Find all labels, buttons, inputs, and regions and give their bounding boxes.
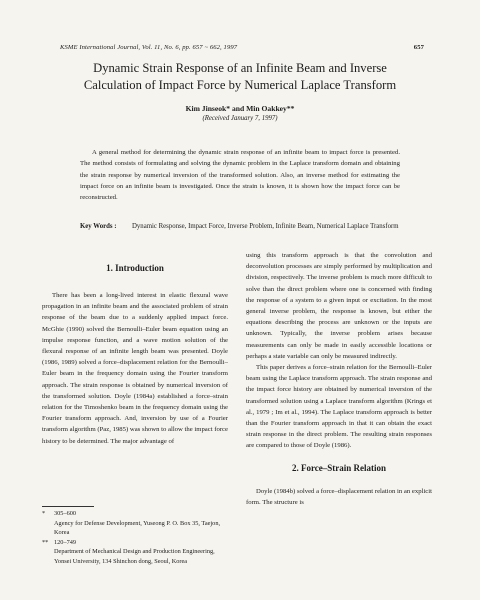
section-heading-force-strain: 2. Force–Strain Relation [291, 462, 387, 473]
authors: Kim Jinseok* and Min Oakkey** [185, 104, 295, 113]
keywords-text: Dynamic Response, Impact Force, Inverse Problem, Infinite Beam, Numerical Laplace Transform [132, 223, 399, 230]
keywords [80, 221, 408, 232]
paper-title [40, 60, 440, 94]
footnote-text: Department of Mechanical Design and Production Engineering, Yonsei University, 134 Shinchon dong, Seoul, Korea [54, 548, 215, 565]
received-date: (Received January 7, 1997) [202, 115, 278, 122]
page-number: 657 [413, 44, 424, 51]
footnote-text: Agency for Defense Development, Yuseong P. O. Box 35, Taejon, Korea [54, 519, 221, 537]
footnotes [42, 509, 228, 567]
abstract: A general method for determining the dynamic strain response of an infinite beam to impact force is presented. The method consists of formulating and solving the dynamic problem in the Laplace transform domain and obtaining the strain response by numerical inversion of the transformed solution. Also, an inverse method for estimating the impact force on an infinite beam is investigated. Once the strain is known, it is shown how the impact force can be reconstructed. [80, 149, 400, 202]
paragraph: using this transform approach is that the convolution and deconvolution processes are simply performed by multiplication and division, respectively. The inverse problem is much more difficult to solve than the direct problem where one is concerned with finding the response of a system to a given input or excitation. In the most general inverse problem, the response is known, but either the equations describing the process are unknown or the inputs are unknown. Typically, the inverse problem arises because measurements can only be made in easily accessible locations or perhaps a state variable can only be measured indirectly. [246, 252, 432, 360]
footnote-mark: * [42, 510, 46, 517]
footnote-text: 120–749 [54, 538, 77, 546]
section-heading-introduction: 1. Introduction [106, 263, 164, 273]
keywords-label: Key Words : [80, 223, 117, 230]
paragraph: This paper derives a force–strain relation for the Bernoulli–Euler beam using the Laplace transform approach. The strain response and the impact force history are obtained by numerical inversion of the transformed solution using a Laplace transform algorithm (Krings et al., 1979 ; Im et al., 1994). The Laplace transform approach is better than the Fourier transform approach in that it can obtain the exact strain response in the direct problem. The resulting strain responses are compared to those of Doyle (1986). [246, 364, 432, 450]
paragraph: Doyle (1984b) solved a force–displacement relation in an explicit form. The structure is [246, 487, 432, 506]
footnote-mark: ** [42, 538, 49, 546]
footnote-text: 305–600 [54, 510, 77, 517]
running-header [60, 44, 424, 51]
footnote [42, 538, 228, 548]
footnote [42, 509, 228, 519]
journal-citation: KSME International Journal, Vol. 11, No. 6, pp. 657 ~ 662, 1997 [60, 44, 238, 51]
title-line-2: Calculation of Impact Force by Numerical Laplace Transform [83, 78, 397, 92]
left-column [42, 256, 228, 447]
title-line-1: Dynamic Strain Response of an Infinite Beam and Inverse [93, 61, 387, 75]
footnote-divider [42, 506, 94, 507]
right-column [246, 250, 432, 508]
paragraph: There has been a long-lived interest in elastic flexural wave propagation in an infinite beam and the associated problem of strain response of the beam due to a suddenly applied impact force. McGhie (1990) solved the Bernoulli–Euler beam equation using an impulse response function, and a wave motion solution of the flexural response of an infinite length beam was presented. Doyle (1986, 1989) solved a force–displacement relation for the Bernoulli–Euler beam in the frequency domain using the Fourier transform approach. The strain response is obtained by numerical inversion of the transformed solution. Doyle (1984a) established a force–strain relation for the Timoshenko beam in the frequency domain using the Fourier transform approach. And, inversion by use of a Fourier transform algorithm (Paz, 1985) was shown to allow the impact force history to be determined. The major advantage of [42, 292, 228, 445]
footnote [42, 519, 228, 538]
footnote [42, 547, 228, 566]
